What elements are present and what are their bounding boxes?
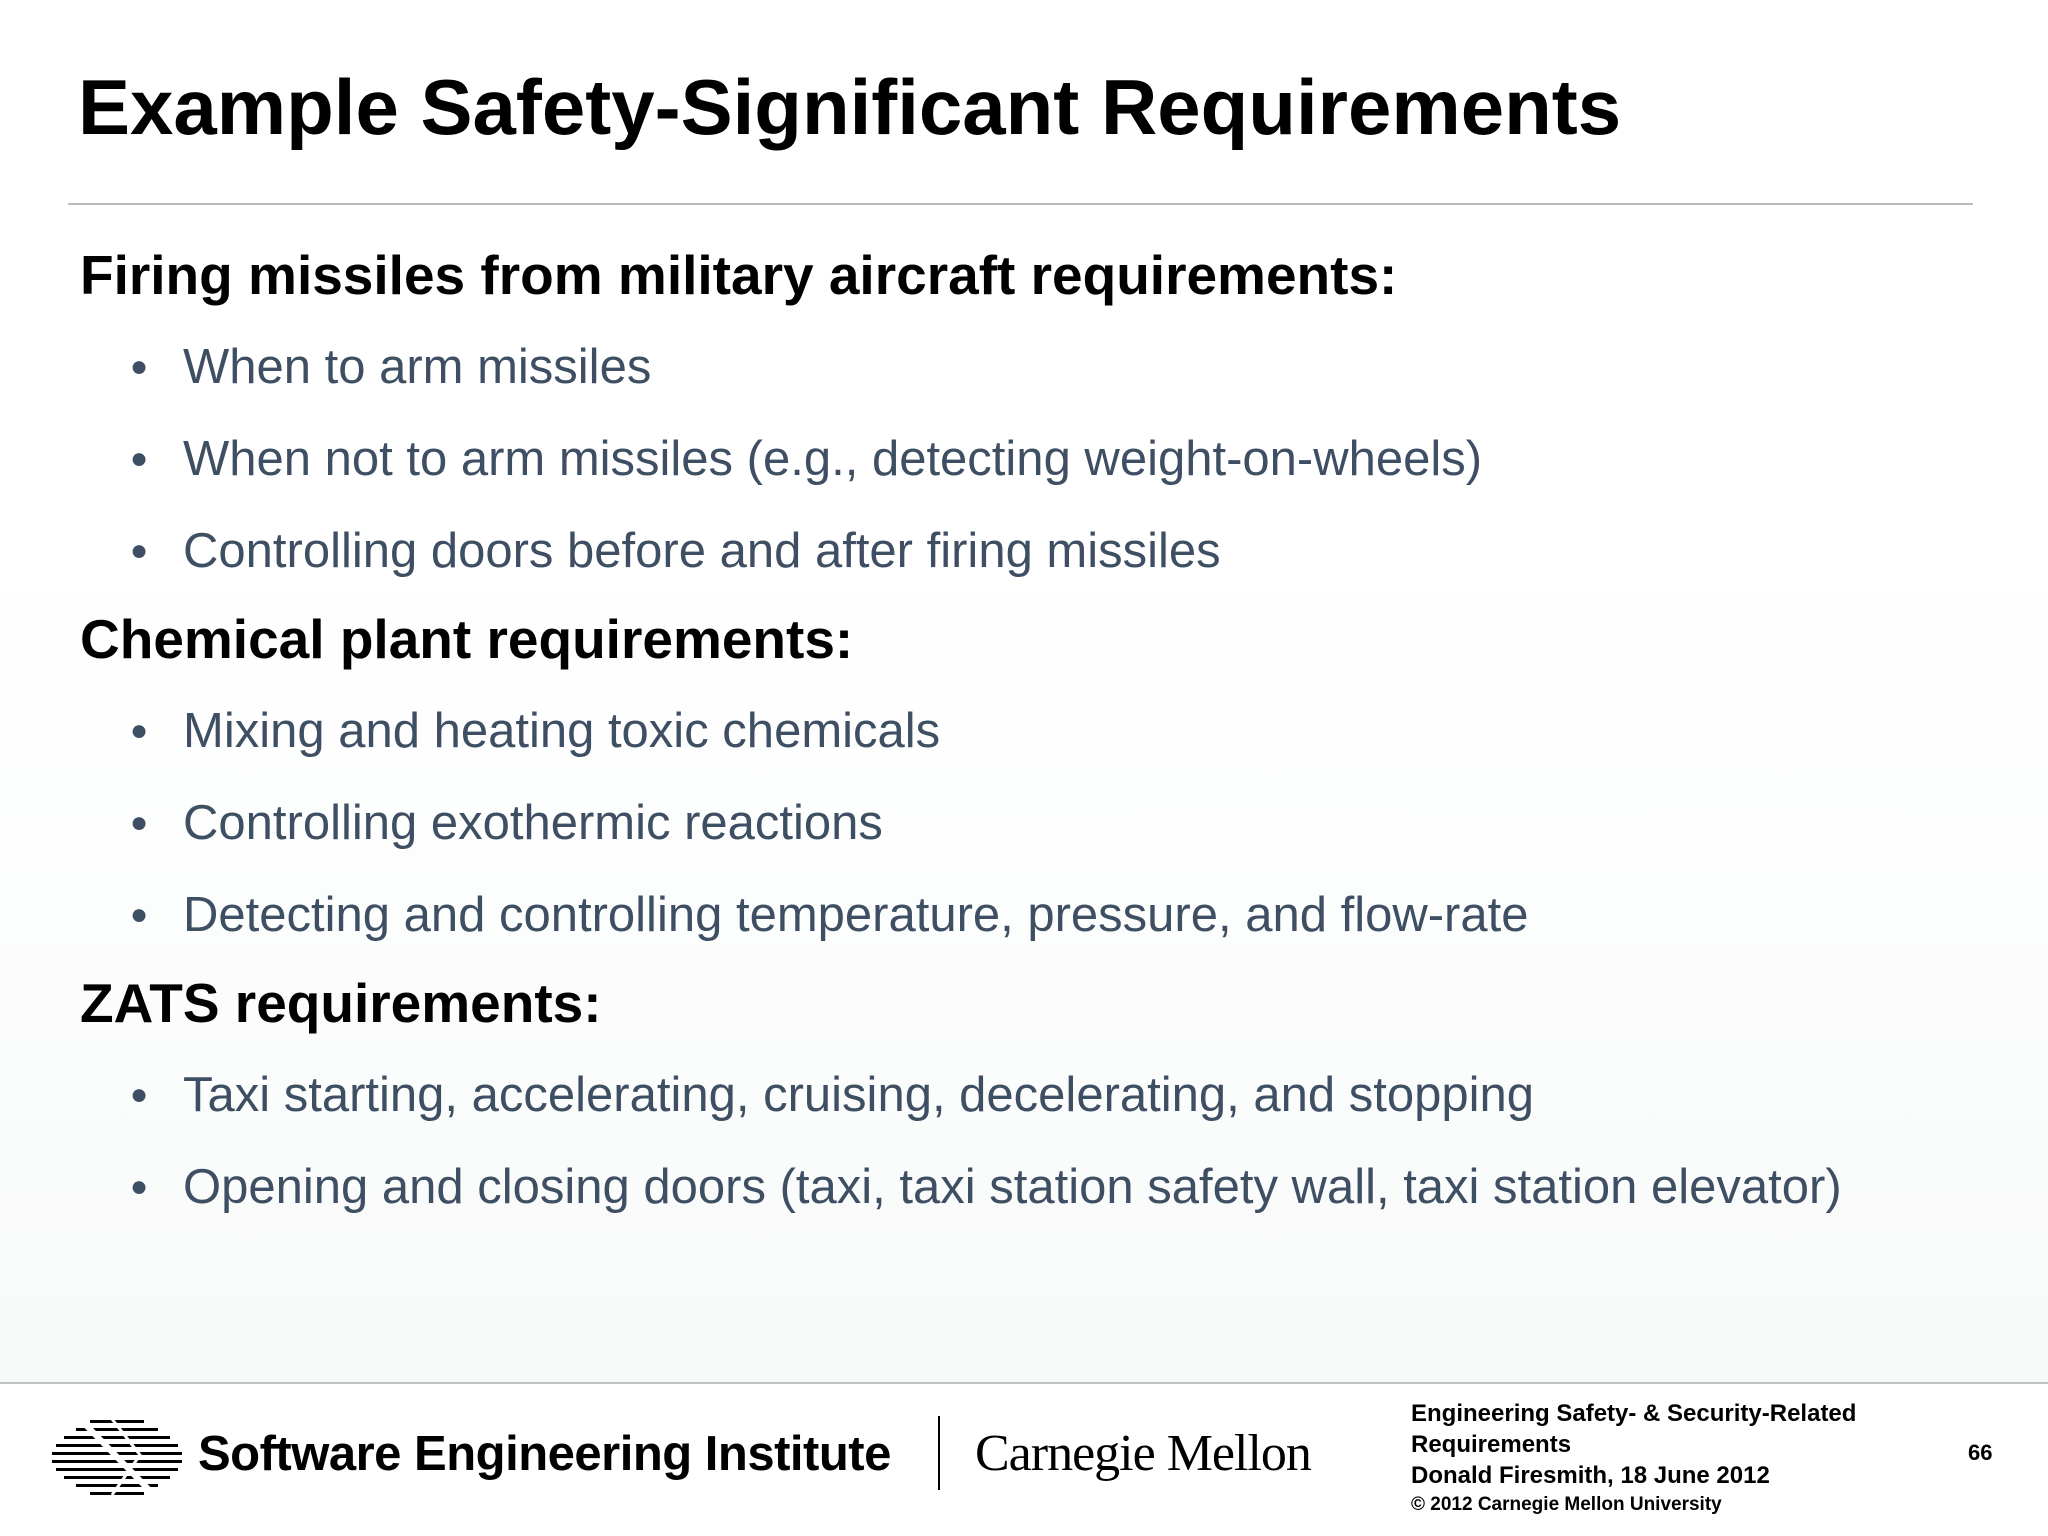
copyright: © 2012 Carnegie Mellon University [1411,1494,1722,1515]
title-divider [68,203,1973,205]
university-wordmark: Carnegie Mellon [975,1425,1311,1482]
list-item [80,694,1980,768]
bullet-icon: ● [130,1078,149,1111]
bullet-text: When to arm missiles [183,340,652,394]
bullet-icon: ● [130,534,149,567]
organization-name: Software Engineering Institute [198,1427,891,1481]
course-title-line2: Requirements [1411,1431,1572,1458]
section-heading: ZATS requirements: [80,972,602,1034]
bullet-icon: ● [130,1170,149,1203]
section-chemical-plant [80,602,1980,952]
bullet-icon: ● [130,806,149,839]
list-item [80,422,1980,496]
list-item [80,1150,1980,1224]
bullet-icon: ● [130,442,149,475]
section-heading: Firing missiles from military aircraft requirements: [80,244,1398,306]
list-item [80,514,1980,588]
bullet-text: Controlling doors before and after firing missiles [183,524,1221,578]
bullet-text: When not to arm missiles (e.g., detecting weight-on-wheels) [183,432,1483,486]
list-item [80,878,1980,952]
bullet-text: Mixing and heating toxic chemicals [183,704,941,758]
sei-logo-icon [52,1417,182,1497]
section-heading: Chemical plant requirements: [80,608,854,670]
section-missiles [80,238,1980,588]
bullet-text: Opening and closing doors (taxi, taxi station safety wall, taxi station elevator) [183,1160,1842,1214]
slide-content [80,238,1980,1238]
bullet-text: Taxi starting, accelerating, cruising, decelerating, and stopping [183,1068,1534,1122]
course-title-line1: Engineering Safety- & Security-Related [1411,1400,1857,1427]
author-date: Donald Firesmith, 18 June 2012 [1411,1462,1770,1489]
list-item [80,786,1980,860]
footer-logo-divider [938,1416,940,1490]
bullet-icon: ● [130,714,149,747]
bullet-list [80,330,1980,588]
bullet-text: Detecting and controlling temperature, pressure, and flow-rate [183,888,1529,942]
list-item [80,330,1980,404]
list-item [80,1058,1980,1132]
page-number: 66 [1968,1440,1993,1465]
bullet-icon: ● [130,350,149,383]
section-zats [80,966,1980,1224]
bullet-text: Controlling exothermic reactions [183,796,883,850]
footer-course-info [1411,1398,1856,1491]
bullet-icon: ● [130,898,149,931]
bullet-list [80,694,1980,952]
slide-title: Example Safety-Significant Requirements [78,63,1622,151]
footer [0,1384,2048,1536]
bullet-list [80,1058,1980,1224]
